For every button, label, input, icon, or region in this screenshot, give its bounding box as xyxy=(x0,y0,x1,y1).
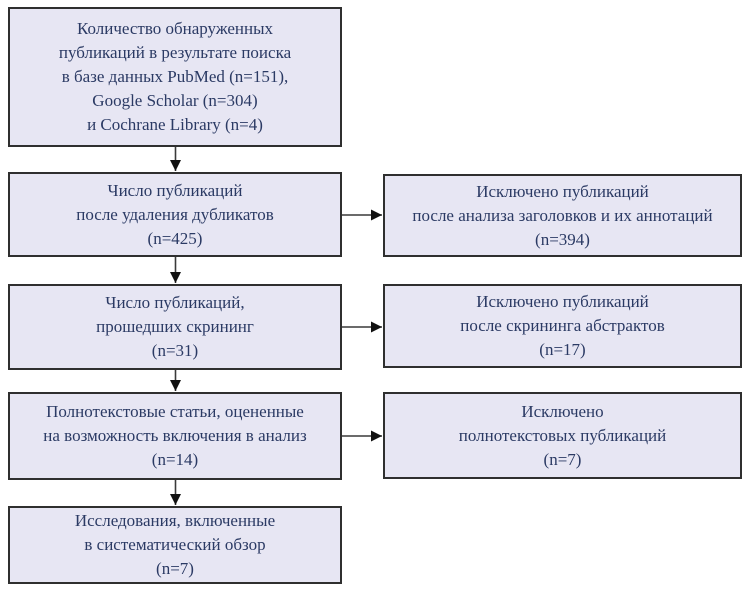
box-text-line: полнотекстовых публикаций xyxy=(458,425,667,445)
box-records-screened xyxy=(8,284,342,370)
box-text-line: (n=7) xyxy=(156,559,194,578)
box-text-line: (n=425) xyxy=(147,228,203,248)
box-text-line: Исключено публикаций xyxy=(476,292,649,311)
box-text-line: Google Scholar (n=304) xyxy=(92,91,258,110)
box-text-line: прошедших скрининг xyxy=(96,317,254,336)
box-text-line: и Cochrane Library (n=4) xyxy=(87,115,263,134)
box-text-line: Число публикаций xyxy=(107,180,243,200)
box-text-line: (n=14) xyxy=(151,450,199,469)
box-text-line: Полнотекстовые статьи, оцененные xyxy=(46,402,304,421)
box-excluded-fulltext xyxy=(383,392,742,479)
box-studies-included xyxy=(8,506,342,584)
box-text-line: (n=31) xyxy=(151,341,199,360)
box-records-identified xyxy=(8,7,342,147)
box-text-line: Число публикаций, xyxy=(105,293,245,312)
box-text-line: публикаций в результате поиска xyxy=(58,43,292,62)
box-text-line: после анализа заголовков и их аннотаций xyxy=(412,205,713,225)
box-text-line: на возможность включения в анализ xyxy=(43,426,307,445)
box-text-line: Исключено xyxy=(521,401,604,421)
box-text-line: в базе данных PubMed (n=151), xyxy=(61,67,289,86)
box-text-line: в систематический обзор xyxy=(84,535,266,554)
box-text-line: Исследования, включенные xyxy=(74,511,276,530)
box-excluded-after-abstracts xyxy=(383,284,742,368)
box-text-line: Исключено публикаций xyxy=(476,181,649,201)
box-after-duplicates-removed xyxy=(8,172,342,257)
box-text-line: (n=7) xyxy=(543,449,582,469)
box-fulltext-assessed xyxy=(8,392,342,480)
box-excluded-after-titles xyxy=(383,174,742,257)
box-text-line: Количество обнаруженных xyxy=(76,19,274,38)
box-text-line: после скрининга абстрактов xyxy=(460,316,665,335)
box-text-line: (n=17) xyxy=(539,340,586,359)
box-text-line: после удаления дубликатов xyxy=(76,204,274,224)
box-text-line: (n=394) xyxy=(535,229,590,249)
